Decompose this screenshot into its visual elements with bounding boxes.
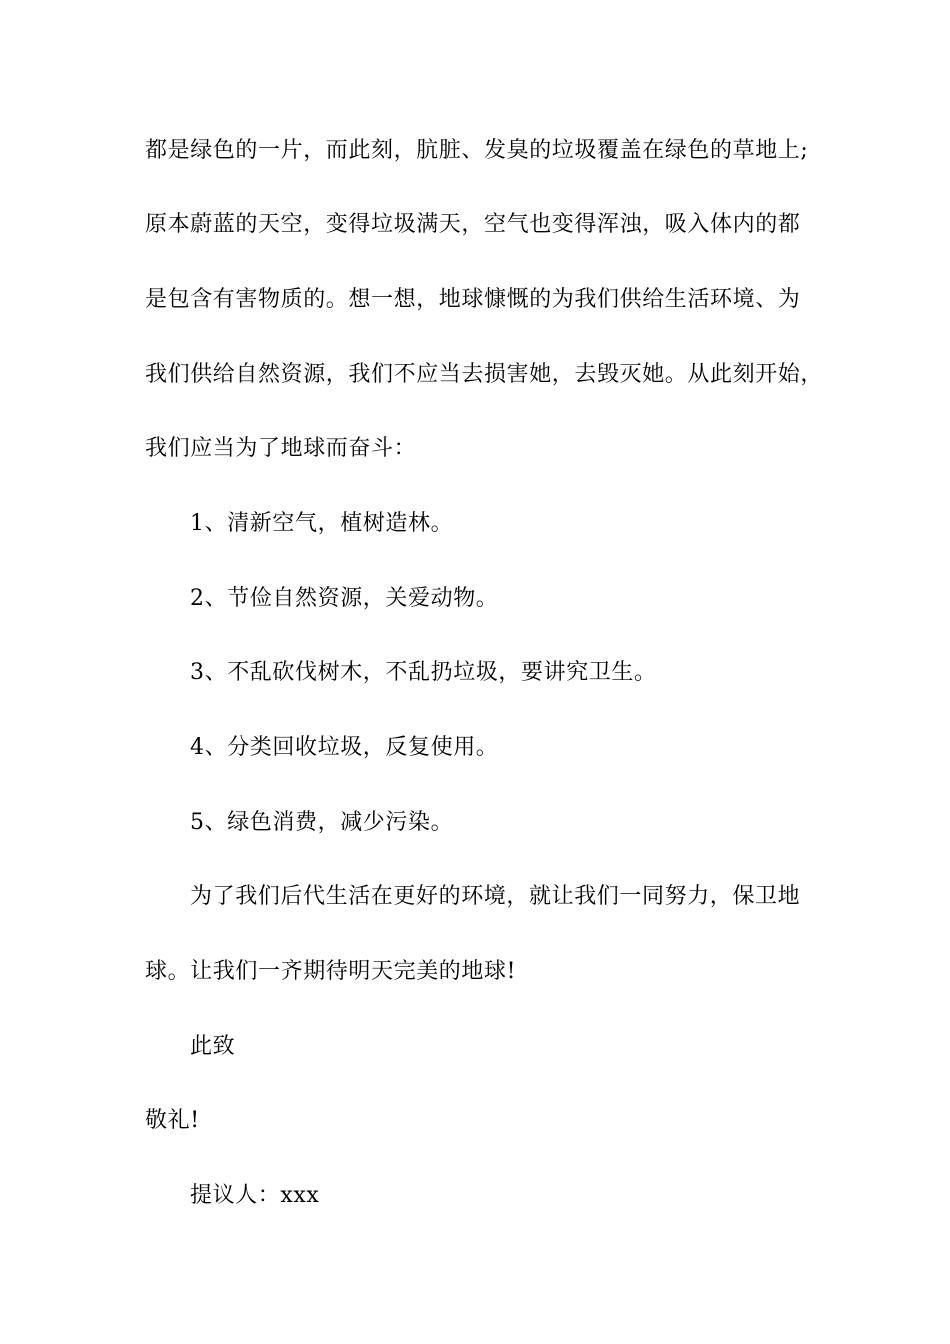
paragraph-line: 原本蔚蓝的天空，变得垃圾满天，空气也变得浑浊，吸入体内的都 [145,212,801,237]
closing-paragraph-line: 球。让我们一齐期待明天完美的地球! [145,959,517,984]
closing-paragraph-line: 为了我们后代生活在更好的环境，就让我们一同努力，保卫地 [190,884,801,909]
signature: 提议人：xxx [190,1183,320,1208]
list-item: 1、清新空气，植树造林。 [190,511,454,536]
salutation: 此致 [190,1034,236,1059]
list-item: 4、分类回收垃圾，反复使用。 [190,735,499,760]
regards: 敬礼! [145,1108,200,1133]
paragraph-line: 是包含有害物质的。想一想，地球慷慨的为我们供给生活环境、为 [145,287,801,312]
list-item: 3、不乱砍伐树木，不乱扔垃圾，要讲究卫生。 [190,660,657,685]
list-item: 2、节俭自然资源，关爱动物。 [190,586,499,611]
paragraph-line: 我们应当为了地球而奋斗： [145,436,417,461]
paragraph-line: 都是绿色的一片，而此刻，肮脏、发臭的垃圾覆盖在绿色的草地上; [145,138,809,163]
paragraph-line: 我们供给自然资源，我们不应当去损害她，去毁灭她。从此刻开始， [145,362,824,387]
list-item: 5、绿色消费，减少污染。 [190,810,454,835]
